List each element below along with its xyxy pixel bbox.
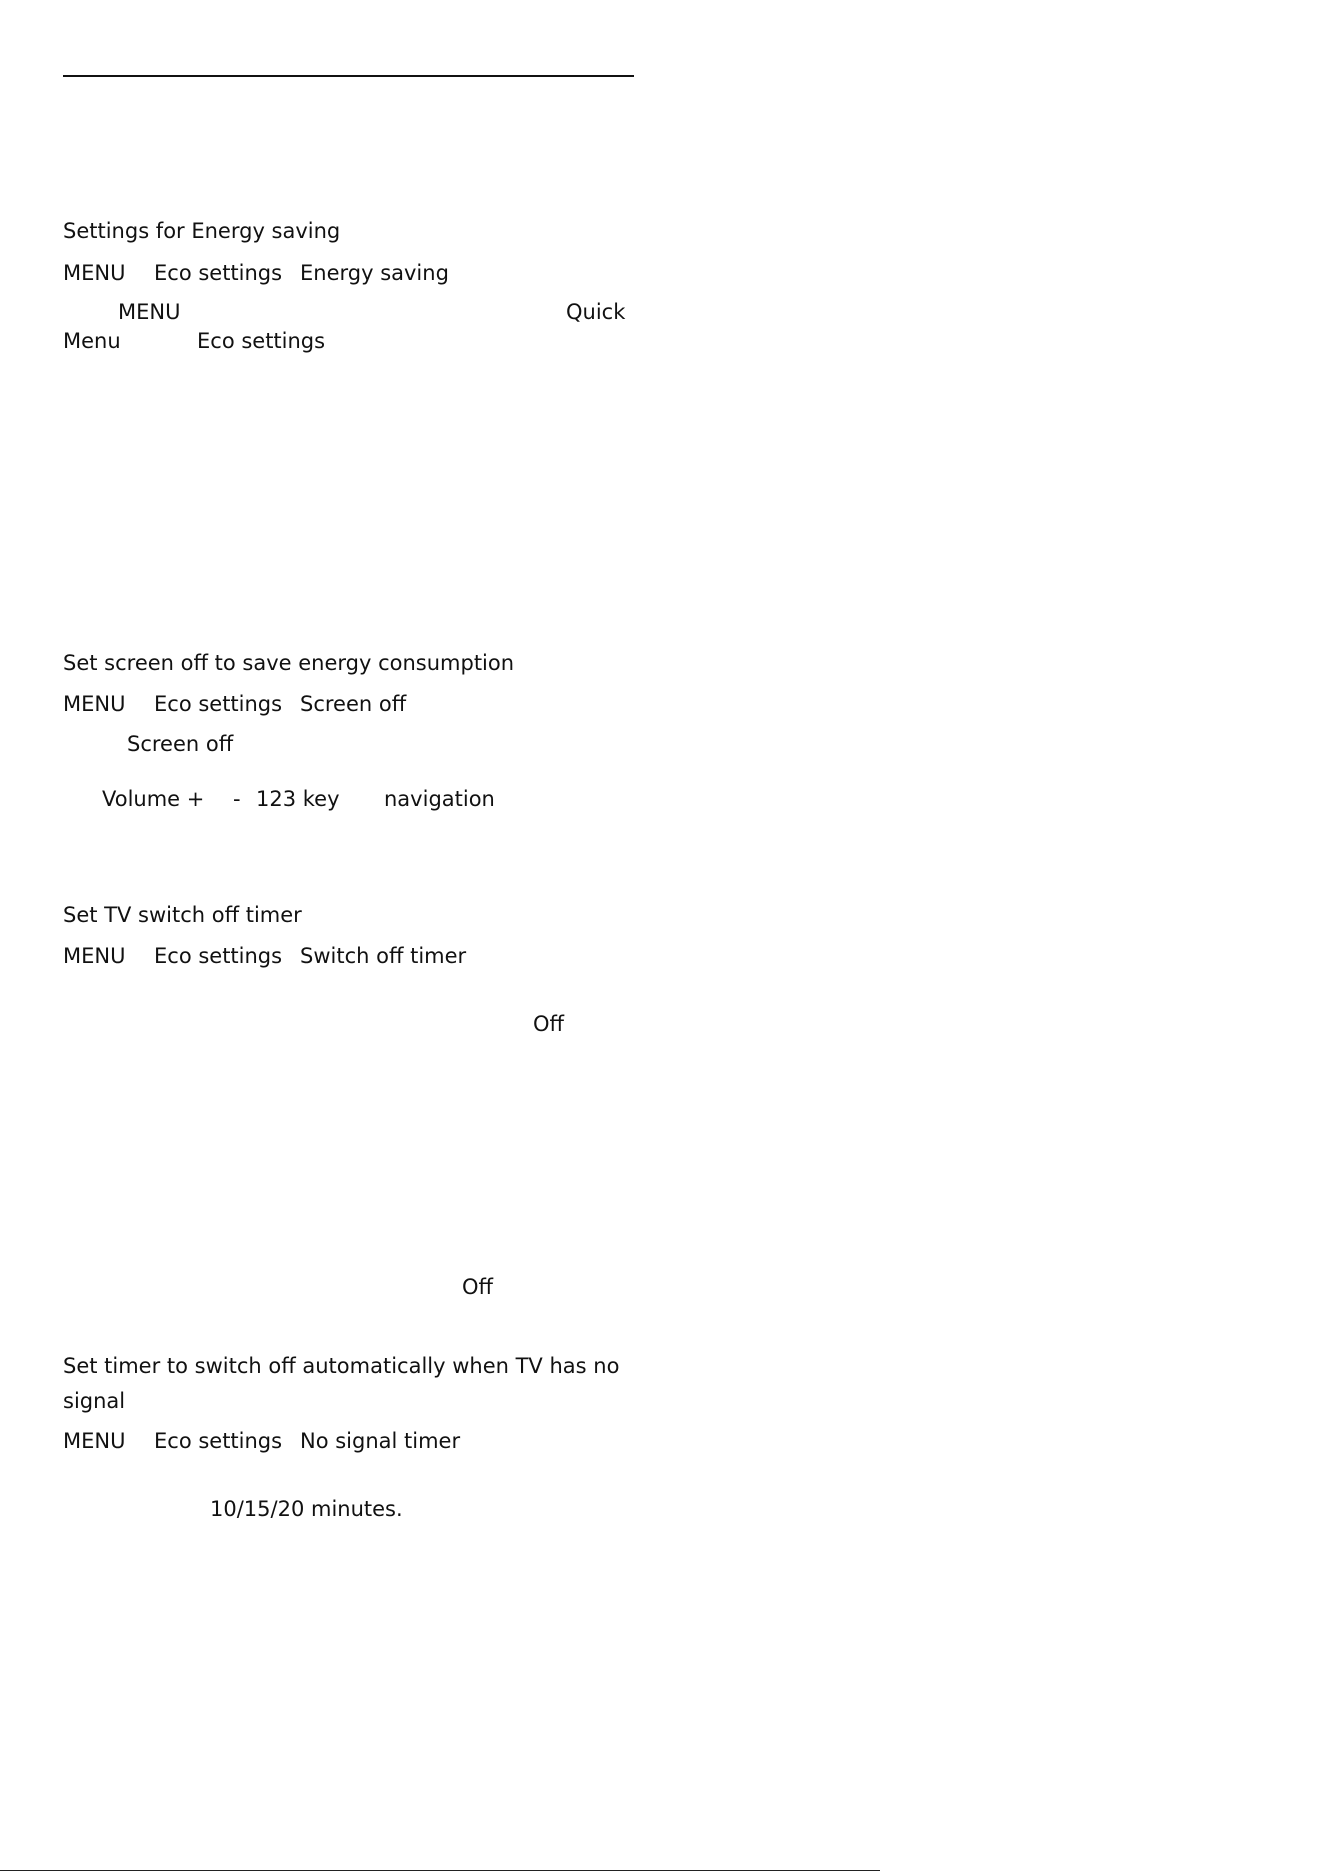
- value-off-2: Off: [462, 1275, 493, 1299]
- path-eco-screen: Eco settings: [154, 692, 283, 716]
- path-eco-timer: Eco settings: [154, 944, 283, 968]
- path-menu-timer: MENU: [63, 944, 126, 968]
- path-item-timer: Switch off timer: [300, 944, 467, 968]
- note-quick: Quick: [566, 300, 626, 324]
- note-quick-menu: Menu: [63, 329, 121, 353]
- bottom-rule: [0, 1870, 880, 1871]
- heading-no-signal-line2: signal: [63, 1389, 126, 1413]
- key-navigation: navigation: [384, 787, 495, 811]
- heading-screen-off: Set screen off to save energy consumption: [63, 651, 515, 675]
- path-item-energy: Energy saving: [300, 261, 449, 285]
- note-menu-energy: MENU: [118, 300, 181, 324]
- key-dash: -: [233, 787, 241, 811]
- top-rule: [63, 75, 634, 77]
- heading-switch-off-timer: Set TV switch off timer: [63, 903, 302, 927]
- key-123: 123 key: [256, 787, 340, 811]
- path-menu-energy: MENU: [63, 261, 126, 285]
- value-off-1: Off: [533, 1012, 564, 1036]
- path-menu-nosignal: MENU: [63, 1429, 126, 1453]
- key-volume: Volume +: [102, 787, 205, 811]
- minutes-options: 10/15/20 minutes.: [210, 1497, 403, 1521]
- heading-energy-saving: Settings for Energy saving: [63, 219, 341, 243]
- path-item-nosignal: No signal timer: [300, 1429, 461, 1453]
- path-item-screen: Screen off: [300, 692, 407, 716]
- path-eco-energy: Eco settings: [154, 261, 283, 285]
- heading-no-signal-line1: Set timer to switch off automatically when TV has no: [63, 1354, 620, 1378]
- path-eco-nosignal: Eco settings: [154, 1429, 283, 1453]
- option-screen-off: Screen off: [127, 732, 234, 756]
- note-eco-settings: Eco settings: [197, 329, 326, 353]
- path-menu-screen: MENU: [63, 692, 126, 716]
